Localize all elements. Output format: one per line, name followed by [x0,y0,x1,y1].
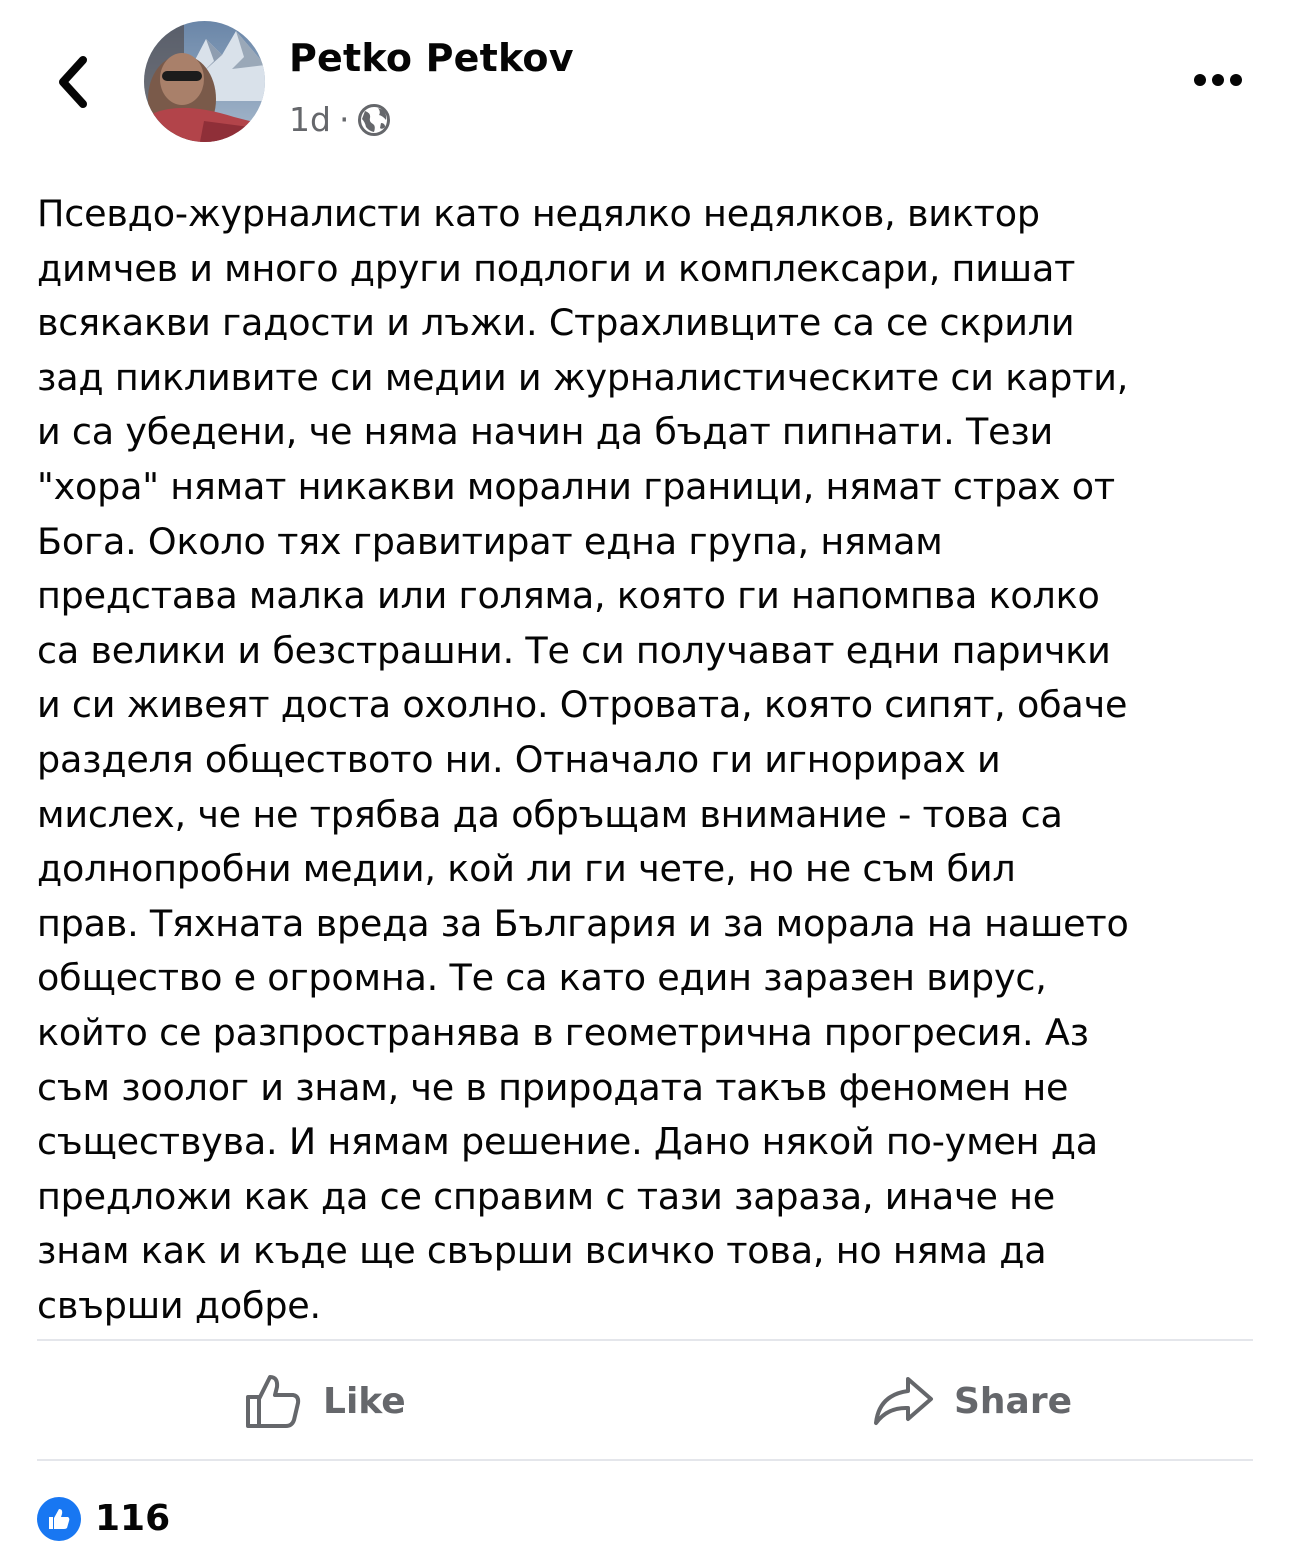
ellipsis-icon [1193,73,1243,87]
like-label: Like [323,1380,406,1422]
back-button[interactable] [44,50,100,114]
avatar[interactable] [144,21,265,142]
divider [37,1339,1253,1341]
share-arrow-icon [872,1375,934,1427]
globe-icon[interactable] [357,103,391,137]
like-reaction-icon [37,1497,81,1541]
like-button[interactable] [243,1367,406,1435]
share-button[interactable] [872,1367,1072,1435]
divider [37,1459,1253,1461]
meta-separator: · [338,100,350,139]
reaction-count: 116 [95,1498,171,1539]
post-text: Псевдо-журналисти като недялко недялков, виктор димчев и много други подлоги и комплексари, пишат всякакви гадости и лъжи. Страхливците са се скрили зад пикливите си медии и журналистическите си карти, и са убедени, че няма начин да бъдат пипнати. Тези "хора" нямат никакви морални граници, нямат страх от Бога. Около тях гравитират една група, нямам представа малка или голяма, която ги напомпва колко са велики и безстрашни. Те си получават едни парички и си живеят доста охолно. Отровата, която сипят, обаче разделя обществото ни. Отначало ги игнорирах и мислех, че не трябва да обръщам внимание - това са долнопробни медии, кой ли ги чете, но не съм бил прав. Тяхната вреда за България и за морала на нашето общество е огромна. Те са като един заразен вирус, който се разпространява в геометрична прогресия. Аз съм зоолог и знам, че в природата такъв феномен не съществува. И нямам решение. Дано някой по-умен да предложи как да се справим с тази зараза, иначе не знам как и къде ще свърши всичко това, но няма да свърши добре. [37,192,1129,1327]
post-timestamp[interactable]: 1d [289,100,331,139]
author-name[interactable]: Petko Petkov [289,36,574,80]
more-options-button[interactable] [1190,62,1246,98]
share-label: Share [954,1380,1073,1422]
thumbs-up-icon [243,1371,303,1431]
reactions-summary[interactable] [37,1497,170,1541]
chevron-left-icon [55,56,89,108]
post-meta [289,100,391,139]
post-header [0,0,1290,160]
